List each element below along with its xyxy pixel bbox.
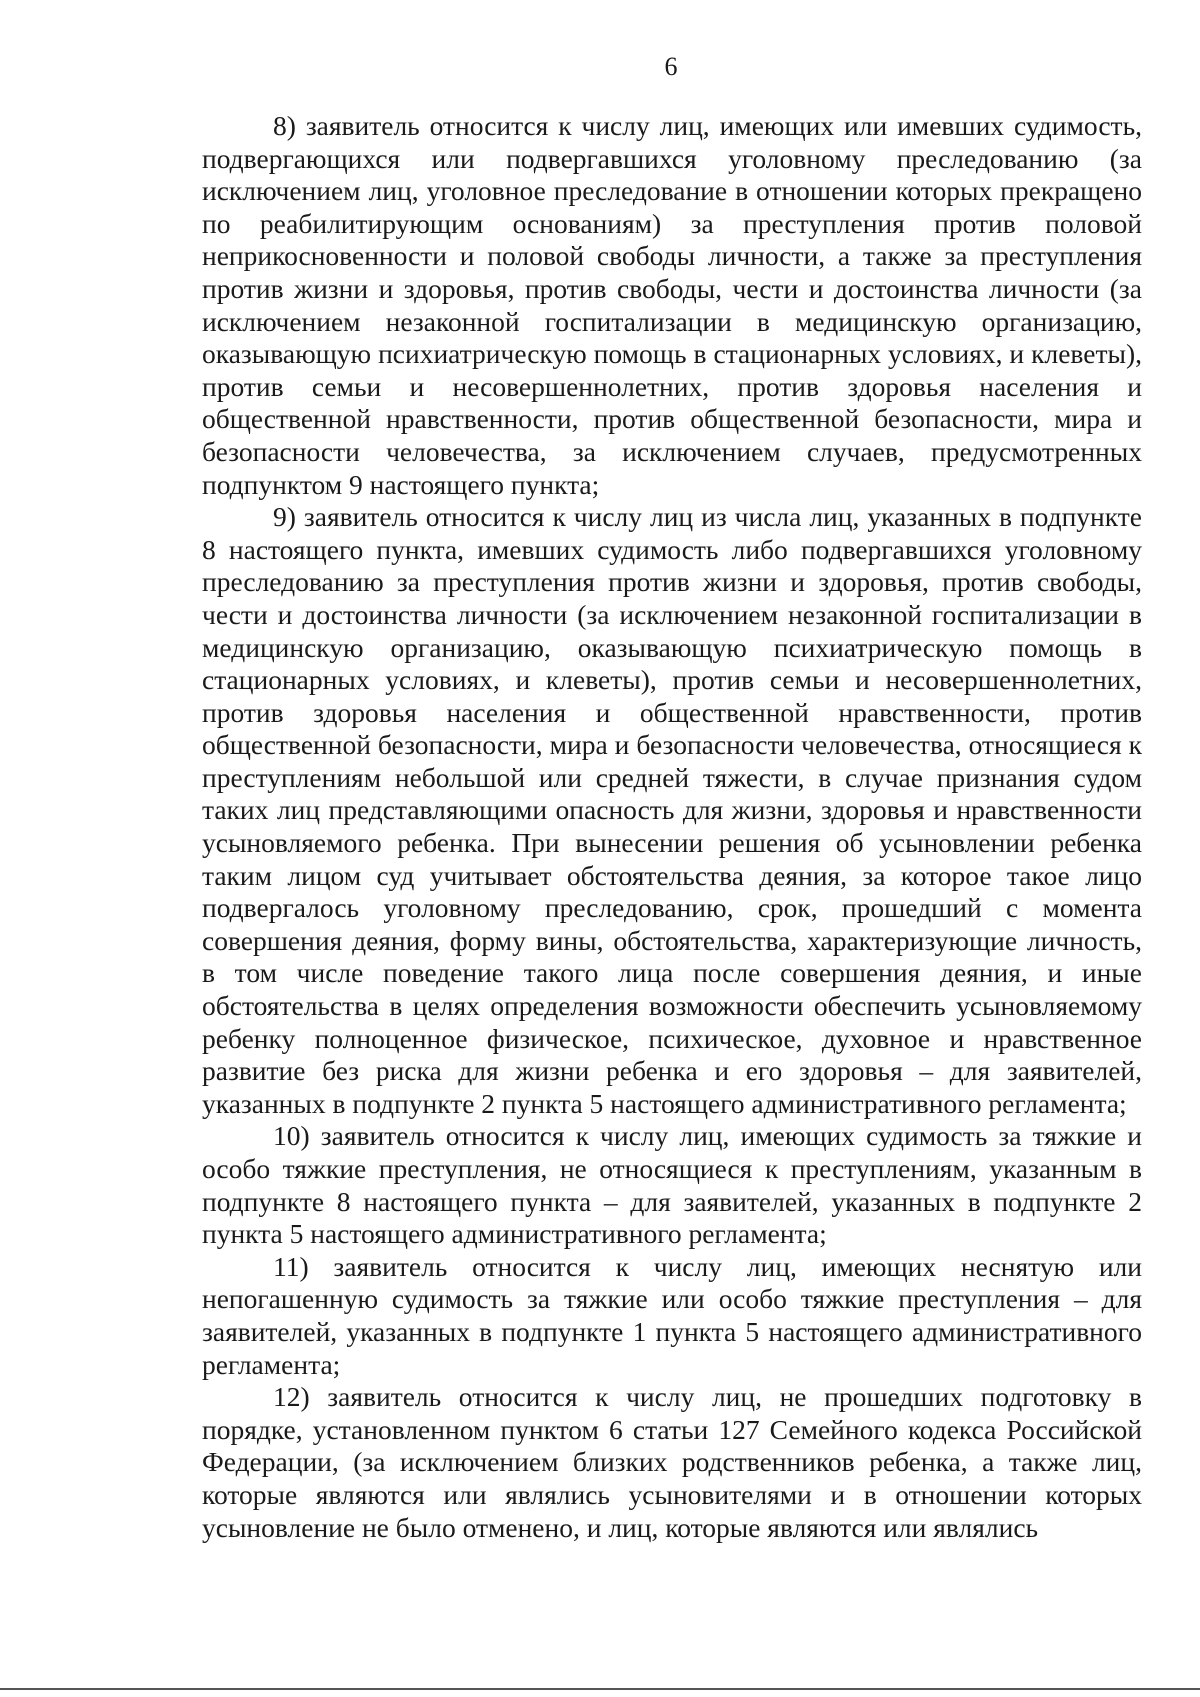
paragraph-item-8: 8) заявитель относится к числу лиц, имеющих или имевших судимость, подвергающихся или подвергавшихся уголовному преследованию (за исключением лиц, уголовное преследование в отношении которых прекращено по реабилитирующим основаниям) за преступления против половой неприкосновенности и половой свободы личности, а также за преступления против жизни и здоровья, против свободы, чести и достоинства личности (за исключением незаконной госпитализации в медицинскую организацию, оказывающую психиатрическую помощь в стационарных условиях, и клеветы), против семьи и несовершеннолетних, против здоровья населения и общественной нравственности, против общественной безопасности, мира и безопасности человечества, за исключением случаев, предусмотренных подпунктом 9 настоящего пункта; <box>202 110 1142 500</box>
paragraph-item-10: 10) заявитель относится к числу лиц, имеющих судимость за тяжкие и особо тяжкие преступления, не относящиеся к преступлениям, указанным в подпункте 8 настоящего пункта – для заявителей, указанных в подпункте 2 пункта 5 настоящего административного регламента; <box>202 1120 1142 1250</box>
document-body <box>202 110 1142 1544</box>
paragraph-item-11: 11) заявитель относится к числу лиц, имеющих неснятую или непогашенную судимость за тяжкие или особо тяжкие преступления – для заявителей, указанных в подпункте 1 пункта 5 настоящего административного регламента; <box>202 1250 1142 1380</box>
paragraph-item-9: 9) заявитель относится к числу лиц из числа лиц, указанных в подпункте 8 настоящего пункта, имевших судимость либо подвергавшихся уголовному преследованию за преступления против жизни и здоровья, против свободы, чести и достоинства личности (за исключением незаконной госпитализации в медицинскую организацию, оказывающую психиатрическую помощь в стационарных условиях, и клеветы), против семьи и несовершеннолетних, против здоровья населения и общественной нравственности, против общественной безопасности, мира и безопасности человечества, относящиеся к преступлениям небольшой или средней тяжести, в случае признания судом таких лиц представляющими опасность для жизни, здоровья и нравственности усыновляемого ребенка. При вынесении решения об усыновлении ребенка таким лицом суд учитывает обстоятельства деяния, за которое такое лицо подвергалось уголовному преследованию, срок, прошедший с момента совершения деяния, форму вины, обстоятельства, характеризующие личность, в том числе поведение такого лица после совершения деяния, и иные обстоятельства в целях определения возможности обеспечить усыновляемому ребенку полноценное физическое, психическое, духовное и нравственное развитие без риска для жизни ребенка и его здоровья – для заявителей, указанных в подпункте 2 пункта 5 настоящего административного регламента; <box>202 501 1142 1119</box>
page-number: 6 <box>664 52 678 81</box>
paragraph-item-12: 12) заявитель относится к числу лиц, не прошедших подготовку в порядке, установленном пунктом 6 статьи 127 Семейного кодекса Российской Федерации, (за исключением близких родственников ребенка, а также лиц, которые являются или являлись усыновителями и в отношении которых усыновление не было отменено, и лиц, которые являются или являлись <box>202 1381 1142 1543</box>
page-bottom-edge <box>0 1688 1200 1690</box>
